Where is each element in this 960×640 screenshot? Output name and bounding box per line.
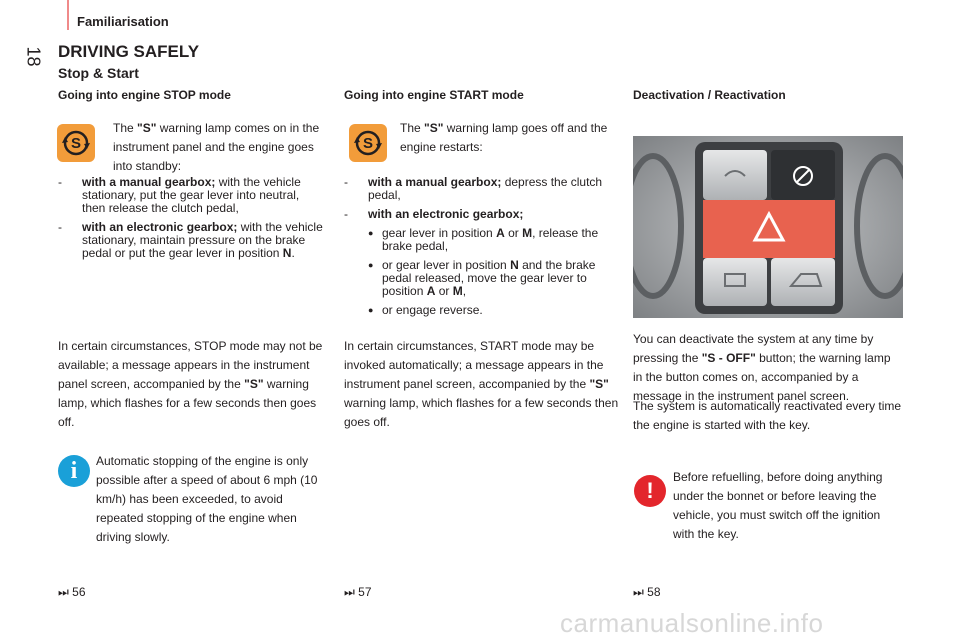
- switch-panel-photo: [633, 136, 903, 318]
- page-ref-56[interactable]: ⏭ 56: [58, 585, 86, 599]
- page-title: DRIVING SAFELY: [58, 42, 200, 61]
- col3-paragraph-2: The system is automatically reactivated every time the engine is started with the key.: [633, 399, 902, 432]
- list-item: ● gear lever in position A or M, release the brake pedal,: [368, 226, 599, 253]
- info-icon: i: [58, 455, 90, 487]
- list-item: ● or engage reverse.: [368, 303, 483, 317]
- list-item: - with an electronic gearbox;: [344, 207, 524, 221]
- warning-icon: !: [634, 475, 666, 507]
- page-ref-57[interactable]: ⏭ 57: [344, 585, 372, 599]
- bullet-list: [344, 227, 616, 317]
- list-item: - with a manual gearbox; depress the clutch pedal,: [344, 175, 603, 202]
- next-page-icon: ⏭: [344, 585, 355, 599]
- next-page-icon: ⏭: [633, 585, 644, 599]
- col3-heading: Deactivation / Reactivation: [633, 88, 786, 102]
- section-title: Familiarisation: [77, 14, 169, 29]
- stop-start-s-icon: [57, 124, 95, 162]
- page-ref-58[interactable]: ⏭ 58: [633, 585, 661, 599]
- col1-lamp-text: The "S" warning lamp comes on in the instrument panel and the engine goes into standby:: [113, 121, 320, 173]
- list-item: - with a manual gearbox; with the vehicle stationary, put the gear lever into neutral, then release the clutch pedal,: [58, 175, 301, 215]
- list-item: ● or gear lever in position N and the brake pedal released, move the gear lever to position A or M,: [368, 258, 596, 298]
- col3-paragraph-1: You can deactivate the system at any time by pressing the "S - OFF" button; the warning lamp in the button comes on, accompanied by a message in the instrument panel screen.: [633, 332, 891, 403]
- col2-lamp-text: The "S" warning lamp goes off and the engine restarts:: [400, 121, 608, 154]
- col1-info-text: Automatic stopping of the engine is only possible after a speed of about 6 mph (10 km/h) has been exceeded, to avoid repeated stopping of the engine when driving slowly.: [96, 454, 318, 544]
- col1-heading: Going into engine STOP mode: [58, 88, 231, 102]
- svg-text:S: S: [70, 135, 82, 152]
- col2-item-list: [344, 176, 616, 323]
- next-page-icon: ⏭: [58, 585, 69, 599]
- col1-paragraph: In certain circumstances, STOP mode may not be available; a message appears in the instrument panel screen, accompanied by the "S" warning lamp, which flashes for a few seconds then goes off.: [58, 339, 323, 429]
- page-edge-bar: [67, 0, 69, 30]
- stop-start-s-icon: [349, 124, 387, 162]
- col2-heading: Going into engine START mode: [344, 88, 524, 102]
- list-item: - with an electronic gearbox; with the vehicle stationary, maintain pressure on the brake pedal or put the gear lever in position N.: [58, 220, 323, 260]
- col1-item-list: [58, 176, 323, 266]
- watermark: carmanualsonline.info: [560, 608, 824, 638]
- page-number: 18: [23, 46, 44, 67]
- col3-warning-text: Before refuelling, before doing anything under the bonnet or before leaving the vehicle, you must switch off the ignition with the key.: [673, 470, 883, 541]
- page-subtitle: Stop & Start: [58, 65, 139, 81]
- col2-paragraph: In certain circumstances, START mode may be invoked automatically; a message appears in the instrument panel screen, accompanied by the "S" warning lamp, which flashes for a few seconds then goes off.: [344, 339, 619, 429]
- svg-text:S: S: [362, 135, 374, 152]
